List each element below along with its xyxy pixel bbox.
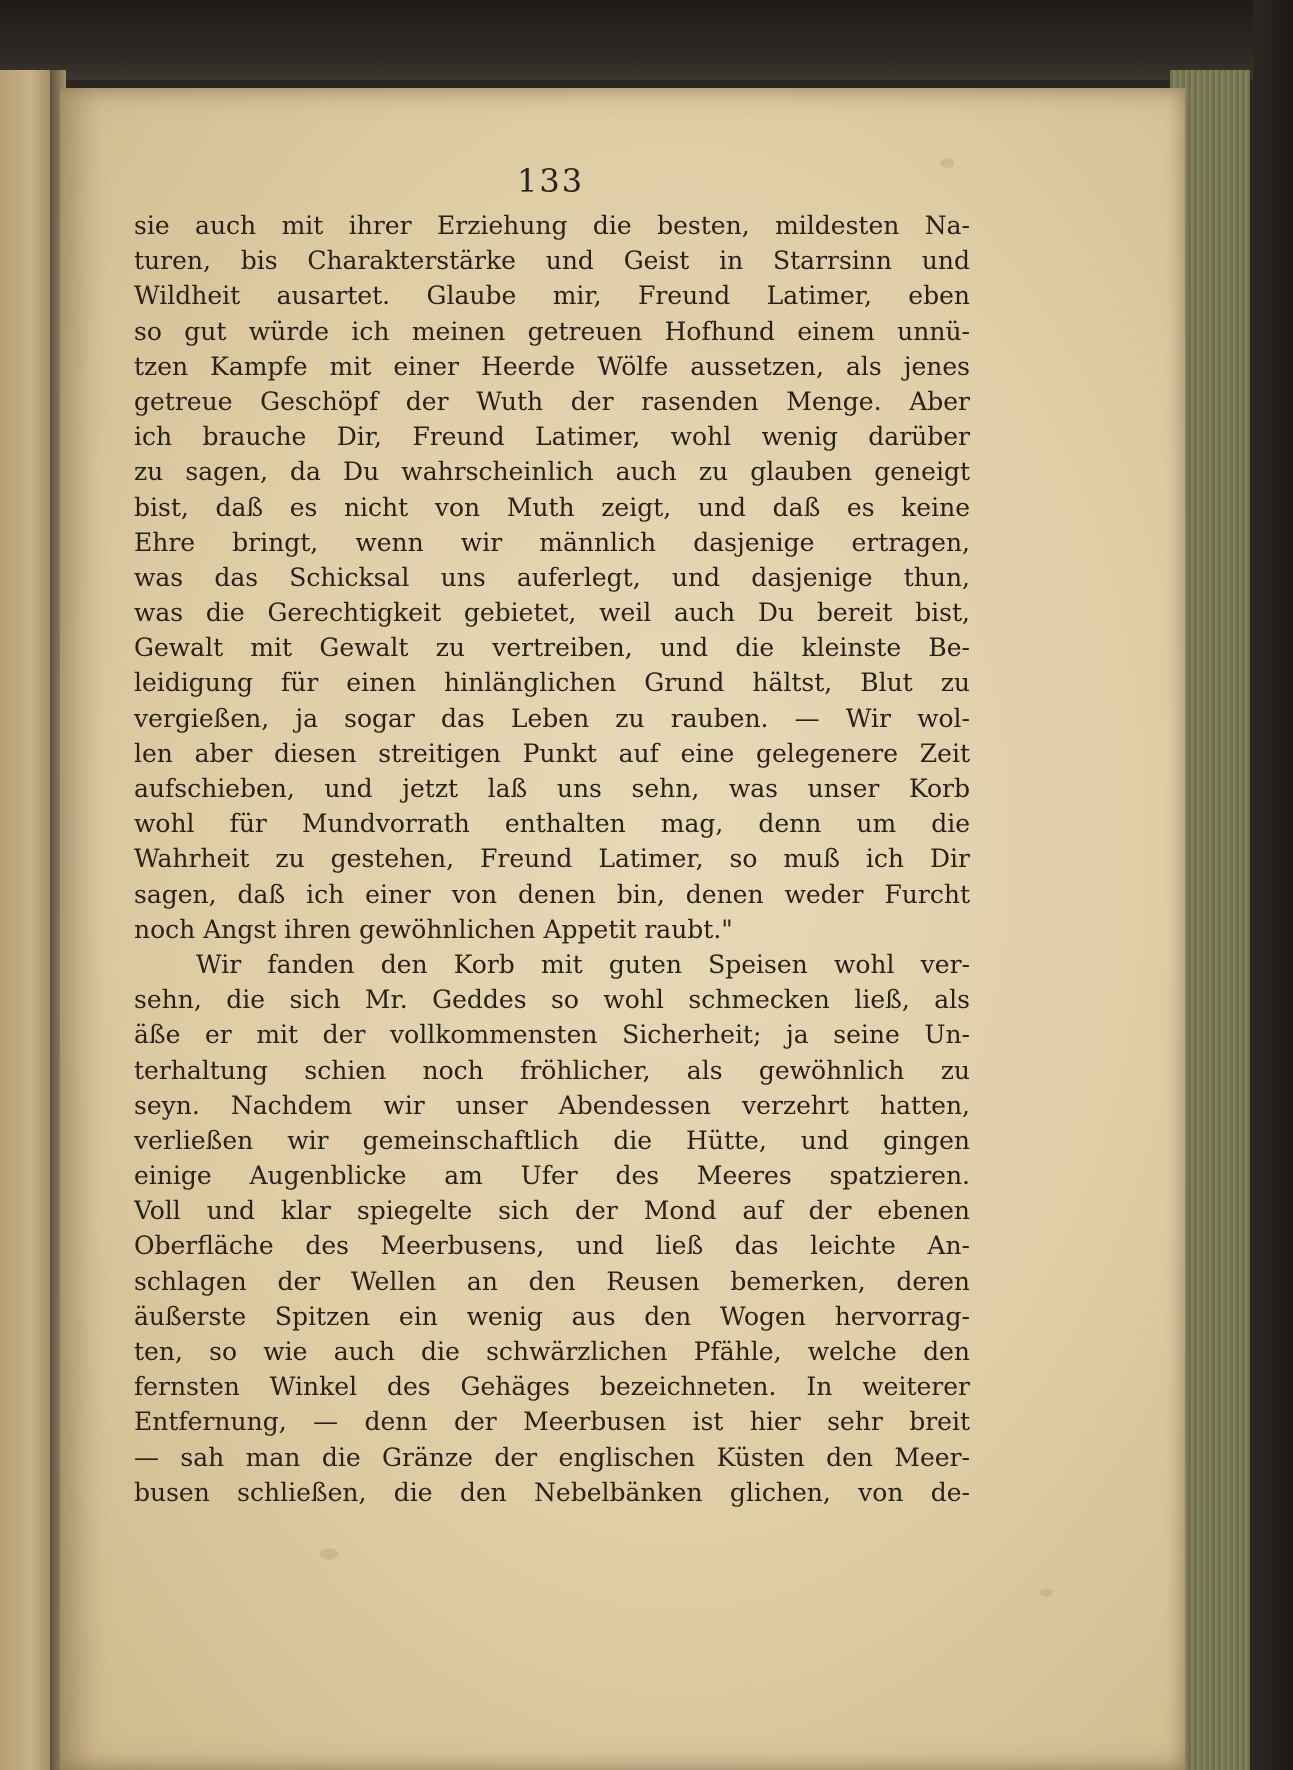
text-line: Oberfläche des Meerbusens, und ließ das leichte An- xyxy=(134,1231,970,1261)
text-line: schlagen der Wellen an den Reusen bemerken, deren xyxy=(134,1266,970,1296)
text-line: sehn, die sich Mr. Geddes so wohl schmecken ließ, als xyxy=(134,985,970,1015)
text-line: Wir fanden den Korb mit guten Speisen wohl ver- xyxy=(196,949,970,979)
text-line: getreue Geschöpf der Wuth der rasenden Menge. Aber xyxy=(134,386,970,416)
text-line: Entfernung, — denn der Meerbusen ist hier sehr breit xyxy=(134,1407,970,1437)
text-line: einige Augenblicke am Ufer des Meeres spatzieren. xyxy=(134,1161,970,1191)
foxing-spot xyxy=(320,1548,338,1560)
foxing-spot xyxy=(940,158,954,168)
book-cover-right xyxy=(1253,0,1293,1770)
text-line: seyn. Nachdem wir unser Abendessen verzehrt hatten, xyxy=(134,1090,970,1120)
text-line: bist, daß es nicht von Muth zeigt, und daß es keine xyxy=(134,492,970,522)
text-line: sagen, daß ich einer von denen bin, denen weder Furcht xyxy=(134,879,970,909)
book-cover-top xyxy=(0,0,1293,80)
text-line: turen, bis Charakterstärke und Geist in Starrsinn und xyxy=(134,246,970,276)
text-line: tzen Kampfe mit einer Heerde Wölfe aussetzen, als jenes xyxy=(134,351,970,381)
text-line: so gut würde ich meinen getreuen Hofhund einem unnü- xyxy=(134,316,970,346)
body-text xyxy=(134,208,970,1510)
text-line: busen schließen, die den Nebelbänken glichen, von de- xyxy=(134,1477,970,1507)
text-line: ich brauche Dir, Freund Latimer, wohl wenig darüber xyxy=(134,422,970,452)
text-line: äußerste Spitzen ein wenig aus den Wogen hervorrag- xyxy=(134,1301,970,1331)
text-line: — sah man die Gränze der englischen Küsten den Meer- xyxy=(134,1442,970,1472)
text-line: was das Schicksal uns auferlegt, und dasjenige thun, xyxy=(134,562,970,592)
text-line: fernsten Winkel des Gehäges bezeichneten. In weiterer xyxy=(134,1372,970,1402)
page-number: 133 xyxy=(517,162,585,200)
text-line: leidigung für einen hinlänglichen Grund hältst, Blut zu xyxy=(134,668,970,698)
text-line: ten, so wie auch die schwärzlichen Pfähle, welche den xyxy=(134,1337,970,1366)
text-line: Voll und klar spiegelte sich der Mond auf der ebenen xyxy=(134,1196,970,1226)
text-line: vergießen, ja sogar das Leben zu rauben. — Wir wol- xyxy=(134,703,970,733)
text-line: verließen wir gemeinschaftlich die Hütte, und gingen xyxy=(134,1125,970,1155)
text-line: terhaltung schien noch fröhlicher, als gewöhnlich zu xyxy=(134,1055,970,1085)
text-line: zu sagen, da Du wahrscheinlich auch zu glauben geneigt xyxy=(134,457,970,487)
text-line: len aber diesen streitigen Punkt auf eine gelegenere Zeit xyxy=(134,738,970,768)
text-line: noch Angst ihren gewöhnlichen Appetit raubt." xyxy=(134,914,733,944)
text-line: Wahrheit zu gestehen, Freund Latimer, so muß ich Dir xyxy=(134,844,970,874)
text-line: aufschieben, und jetzt laß uns sehn, was unser Korb xyxy=(134,774,970,803)
text-line: Gewalt mit Gewalt zu vertreiben, und die kleinste Be- xyxy=(134,633,970,663)
text-line: was die Gerechtigkeit gebietet, weil auch Du bereit bist, xyxy=(134,598,970,628)
foxing-spot xyxy=(1040,1588,1052,1597)
text-line: wohl für Mundvorrath enthalten mag, denn um die xyxy=(134,809,970,839)
text-line: sie auch mit ihrer Erziehung die besten, mildesten Na- xyxy=(134,211,970,240)
text-line: äße er mit der vollkommensten Sicherheit; ja seine Un- xyxy=(134,1020,970,1050)
text-line: Wildheit ausartet. Glaube mir, Freund Latimer, eben xyxy=(134,281,970,311)
text-line: Ehre bringt, wenn wir männlich dasjenige ertragen, xyxy=(134,527,970,557)
